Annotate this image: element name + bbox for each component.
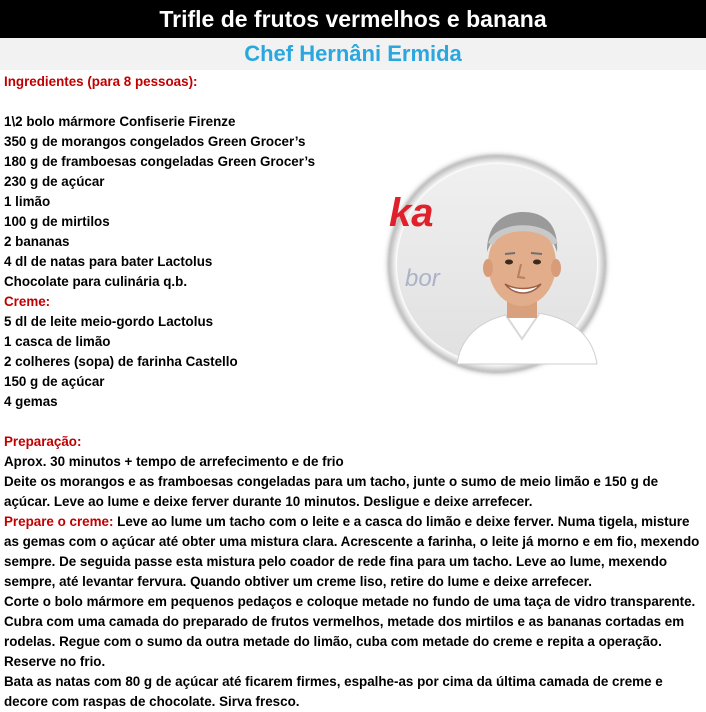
preparation-heading: Preparação: — [4, 434, 82, 449]
logo-text: ka — [389, 191, 434, 235]
creme-item: 150 g de açúcar — [4, 374, 105, 389]
creme-item: 2 colheres (sopa) de farinha Castello — [4, 354, 238, 369]
preparation-time: Aprox. 30 minutos + tempo de arrefecimento e de frio — [4, 454, 344, 469]
ingredient-item: 4 dl de natas para bater Lactolus — [4, 254, 213, 269]
creme-heading: Creme: — [4, 294, 51, 309]
ingredient-item: 2 bananas — [4, 234, 70, 249]
ingredient-item: Chocolate para culinária q.b. — [4, 274, 188, 289]
ingredient-item: 1 limão — [4, 194, 51, 209]
creme-text: Leve ao lume um tacho com o leite e a casca do limão e deixe ferver. Numa tigela, misture as gemas com o açúcar até obter uma mistura clara. Acrescente a farinha, o leite já morno e em fio, mexendo sempre. De seguida passe esta mistura pelo coador de rede fina para um tacho. Leve ao lume, mexendo sempre, até levantar fervura. Quando obtiver um creme liso, retire do lume e deixe arrefecer. — [4, 514, 700, 589]
recipe-title: Trifle de frutos vermelhos e banana — [0, 0, 706, 38]
ingredient-item: 100 g de mirtilos — [4, 214, 110, 229]
creme-label: Prepare o creme: — [4, 514, 114, 529]
ingredient-item: 1\2 bolo mármore Confiserie Firenze — [4, 114, 236, 129]
preparation-step-1: Deite os morangos e as framboesas congeladas para um tacho, junte o sumo de meio limão e 150 g de açúcar. Leve ao lume e deixe ferver durante 10 minutos. Desligue e deixe arrefecer. — [4, 474, 659, 509]
ingredient-item: 230 g de açúcar — [4, 174, 105, 189]
creme-item: 1 casca de limão — [4, 334, 111, 349]
preparation-step-5: Bata as natas com 80 g de açúcar até ficarem firmes, espalhe-as por cima da última camada de creme e decore com raspas de chocolate. Sirva fresco. — [4, 674, 663, 709]
creme-item: 4 gemas — [4, 394, 58, 409]
ingredient-item: 180 g de framboesas congeladas Green Grocer’s — [4, 154, 316, 169]
creme-item: 5 dl de leite meio-gordo Lactolus — [4, 314, 214, 329]
ingredient-item: 350 g de morangos congelados Green Grocer’s — [4, 134, 306, 149]
preparation-step-4: Cubra com uma camada do preparado de frutos vermelhos, metade dos mirtilos e as bananas cortadas em rodelas. Regue com o sumo da outra metade do limão, cuba com metade do creme e repita a operação. Reserve no frio. — [4, 614, 685, 669]
chef-name: Chef Hernâni Ermida — [0, 38, 706, 70]
preparation-step-3: Corte o bolo mármore em pequenos pedaços e coloque metade no fundo de uma taça de vidro transparente. — [4, 594, 696, 609]
ingredients-heading: Ingredientes (para 8 pessoas): — [4, 74, 198, 89]
logo-subtext: bor — [405, 265, 440, 292]
recipe-body — [4, 72, 704, 712]
preparation-step-creme — [4, 512, 704, 592]
